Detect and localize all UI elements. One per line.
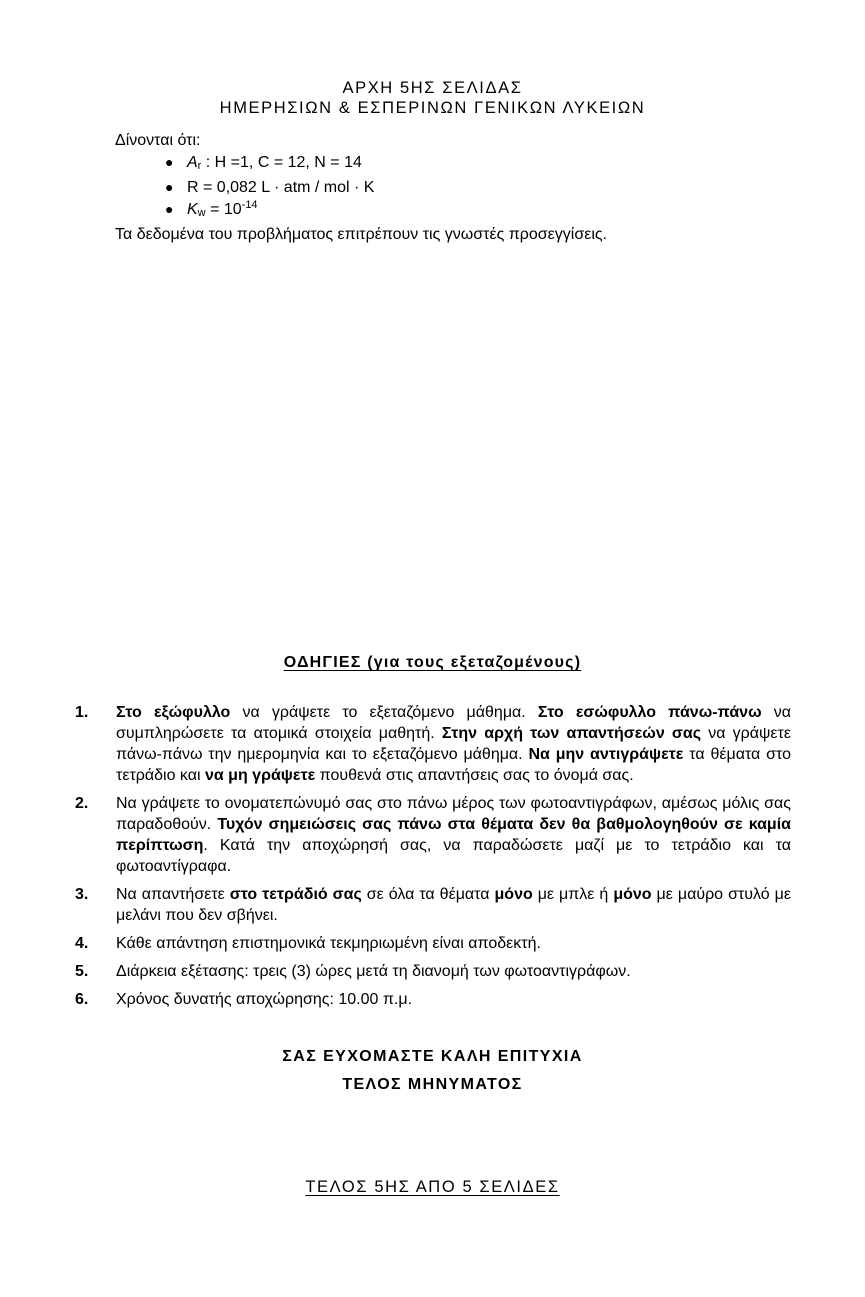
page-start-label: ΑΡΧΗ 5ΗΣ ΣΕΛΙΔΑΣ [342, 79, 523, 97]
instruction-item-2: 2. Να γράψετε το ονοματεπώνυμό σας στο πάνω μέρος των φωτοαντιγράφων, αμέσως μόλις σας παραδοθούν. Τυχόν σημειώσεις σας πάνω στα θέματα δεν θα βαθμολογηθούν σε καμία περίπτωση. Κατά την αποχώρησή σας, να παραδώσετε μαζί με το τετράδιο και τα φωτοαντίγραφα. [75, 795, 791, 875]
closing-section [0, 1043, 865, 1099]
kw-subscript: w [197, 206, 206, 219]
instructions-title: ΟΔΗΓΙΕΣ (για τους εξεταζομένους) [283, 654, 582, 671]
given-note: Τα δεδομένα του προβλήματος επιτρέπουν τις γνωστές προσεγγίσεις. [115, 226, 608, 243]
kw-symbol: K [187, 200, 198, 218]
ar-symbol: A [187, 153, 198, 171]
instruction-item-5: 5. Διάρκεια εξέτασης: τρεις (3) ώρες μετά τη διανομή των φωτοαντιγράφων. [75, 963, 631, 980]
r-value: R = 0,082 L · atm / mol · K [187, 179, 375, 196]
item-number: 6. [75, 991, 89, 1008]
item-number: 2. [75, 795, 89, 812]
instruction-item-6: 6. Χρόνος δυνατής αποχώρησης: 10.00 π.μ. [75, 991, 413, 1008]
kw-exponent: -14 [241, 198, 258, 211]
instruction-item-4: 4. Κάθε απάντηση επιστημονικά τεκμηριωμένη είναι αποδεκτή. [75, 935, 541, 952]
instruction-item-3: 3. Να απαντήσετε στο τετράδιό σας σε όλα τα θέματα μόνο με μπλε ή μόνο με μαύρο στυλό με μελάνι που δεν σβήνει. [75, 886, 792, 924]
item-number: 4. [75, 935, 89, 952]
bullet-icon: ● [165, 200, 174, 217]
item-number: 3. [75, 886, 89, 903]
end-of-message: ΤΕΛΟΣ ΜΗΝΥΜΑΤΟΣ [342, 1076, 523, 1093]
given-item-gas-constant [165, 177, 815, 199]
given-data-section [115, 130, 815, 246]
bullet-icon: ● [165, 153, 174, 170]
school-type-label: ΗΜΕΡΗΣΙΩΝ & ΕΣΠΕΡΙΝΩΝ ΓΕΝΙΚΩΝ ΛΥΚΕΙΩΝ [219, 99, 646, 117]
kw-equals: = 10 [205, 200, 242, 218]
page-header [0, 78, 865, 118]
bullet-icon: ● [165, 179, 174, 195]
item-number: 1. [75, 704, 89, 721]
instructions-list [75, 702, 791, 1017]
good-luck-message: ΣΑΣ ΕΥΧΟΜΑΣΤΕ ΚΑΛΗ ΕΠΙΤΥΧΙΑ [282, 1048, 583, 1065]
instruction-item-1: 1. Στο εξώφυλλο να γράψετε το εξεταζόμενο μάθημα. Στο εσώφυλλο πάνω-πάνω να συμπληρώσετε τα ατομικά στοιχεία μαθητή. Στην αρχή των απαντήσεών σας να γράψετε πάνω-πάνω την ημερομηνία και το εξεταζόμενο μάθημα. Να μην αντιγράψετε τα θέματα στο τετράδιο και να μη γράψετε πουθενά στις απαντήσεις σας το όνομά σας. [75, 704, 792, 784]
page-end-label: ΤΕΛΟΣ 5ΗΣ ΑΠΟ 5 ΣΕΛΙΔΕΣ [305, 1178, 560, 1196]
ar-values: : H =1, C = 12, N = 14 [201, 153, 362, 171]
ar-subscript: r [197, 159, 202, 172]
given-item-atomic-mass [165, 152, 815, 178]
given-intro: Δίνονται ότι: [115, 132, 201, 149]
given-list [115, 152, 815, 225]
item-number: 5. [75, 963, 89, 980]
page-footer [0, 1178, 865, 1197]
given-item-kw [165, 199, 815, 225]
